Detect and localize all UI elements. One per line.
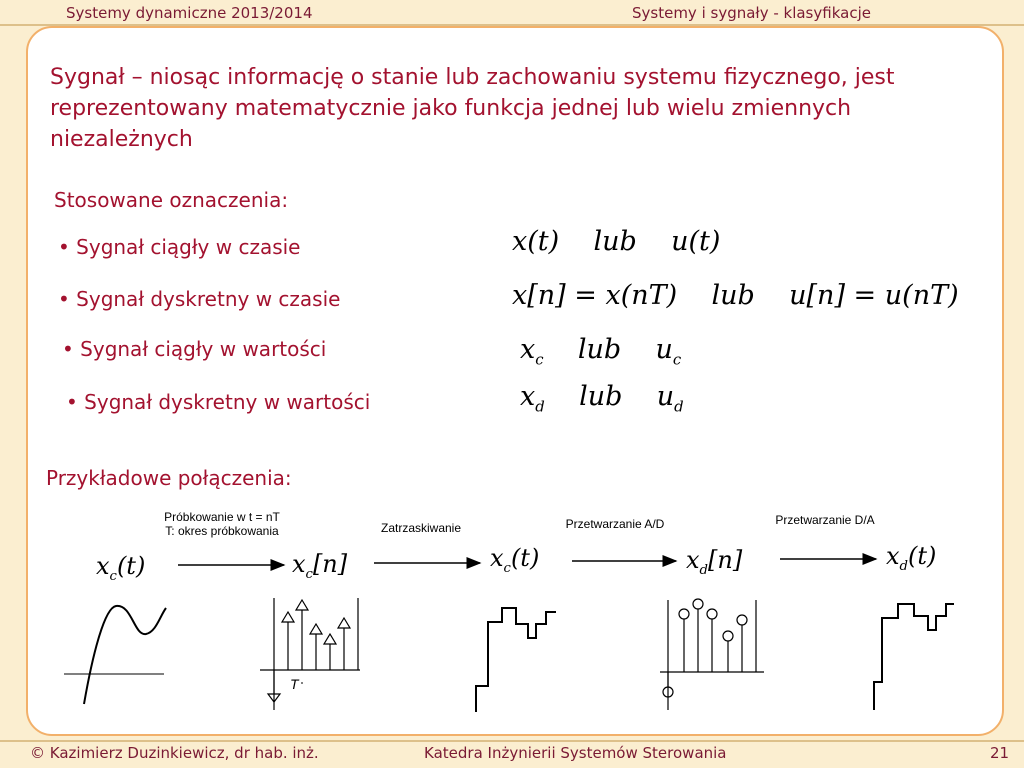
bullet-continuous-value: • Sygnał ciągły w wartości (62, 337, 327, 361)
bullet-discrete-value: • Sygnał dyskretny w wartości (66, 390, 371, 414)
bullet-label: Sygnał dyskretny w wartości (84, 390, 371, 414)
signal-xc-n: $x_c[n]$ (292, 550, 348, 582)
notation-title: Stosowane oznaczenia: (54, 188, 289, 212)
arrow-label-line: T: okres próbkowania (165, 524, 279, 538)
formula-discrete-value: $x_d$ lub $u_d$ (520, 381, 684, 416)
arrow-label-da: Przetwarzanie D/A (775, 513, 875, 527)
signal-xd-n: $x_d[n]$ (686, 546, 743, 578)
intro-paragraph: Sygnał – niosąc informację o stanie lub zachowaniu systemu fizycznego, jest reprezentowany matematycznie jako funkcja jednej lub wielu zmiennych niezależnych (50, 65, 895, 152)
arrow-label-ad: Przetwarzanie A/D (565, 517, 665, 531)
signal-xd-t: $x_d(t)$ (886, 542, 937, 574)
formula-discrete-time: x[n] = x(nT) lub u[n] = u(nT) (512, 280, 959, 311)
waveform-sampled (258, 598, 368, 710)
header-course: Systemy dynamiczne 2013/2014 (66, 4, 313, 22)
waveform-quantized (658, 598, 768, 710)
formula-continuous-time: x(t) lub u(t) (512, 226, 721, 257)
arrow-label-hold: Zatrzaskiwanie (380, 521, 462, 535)
bullet-label: Sygnał dyskretny w czasie (76, 287, 341, 311)
arrow-label-line: Próbkowanie w t = nT (164, 510, 280, 524)
footer-department: Katedra Inżynierii Systemów Sterowania (424, 744, 727, 762)
signal-xc-t-held: $x_c(t)$ (490, 544, 540, 576)
header-topic: Systemy i sygnały - klasyfikacje (632, 4, 871, 22)
examples-title: Przykładowe połączenia: (46, 466, 292, 490)
formula-continuous-value: $x_c$ lub $u_c$ (520, 334, 682, 369)
footer-author: © Kazimierz Duzinkiewicz, dr hab. inż. (30, 744, 319, 762)
bullet-continuous-time: • Sygnał ciągły w czasie (58, 235, 301, 259)
signal-xc-t: $x_c(t)$ (96, 552, 146, 584)
waveform-continuous (64, 598, 174, 708)
waveform-held (472, 600, 562, 712)
waveform-da (868, 598, 958, 710)
bullet-label: Sygnał ciągły w wartości (80, 337, 327, 361)
bullet-discrete-time: • Sygnał dyskretny w czasie (58, 287, 341, 311)
bullet-label: Sygnał ciągły w czasie (76, 235, 301, 259)
footer-divider (0, 740, 1024, 742)
sampling-period-label: T (290, 676, 299, 692)
page-number: 21 (990, 744, 1010, 762)
